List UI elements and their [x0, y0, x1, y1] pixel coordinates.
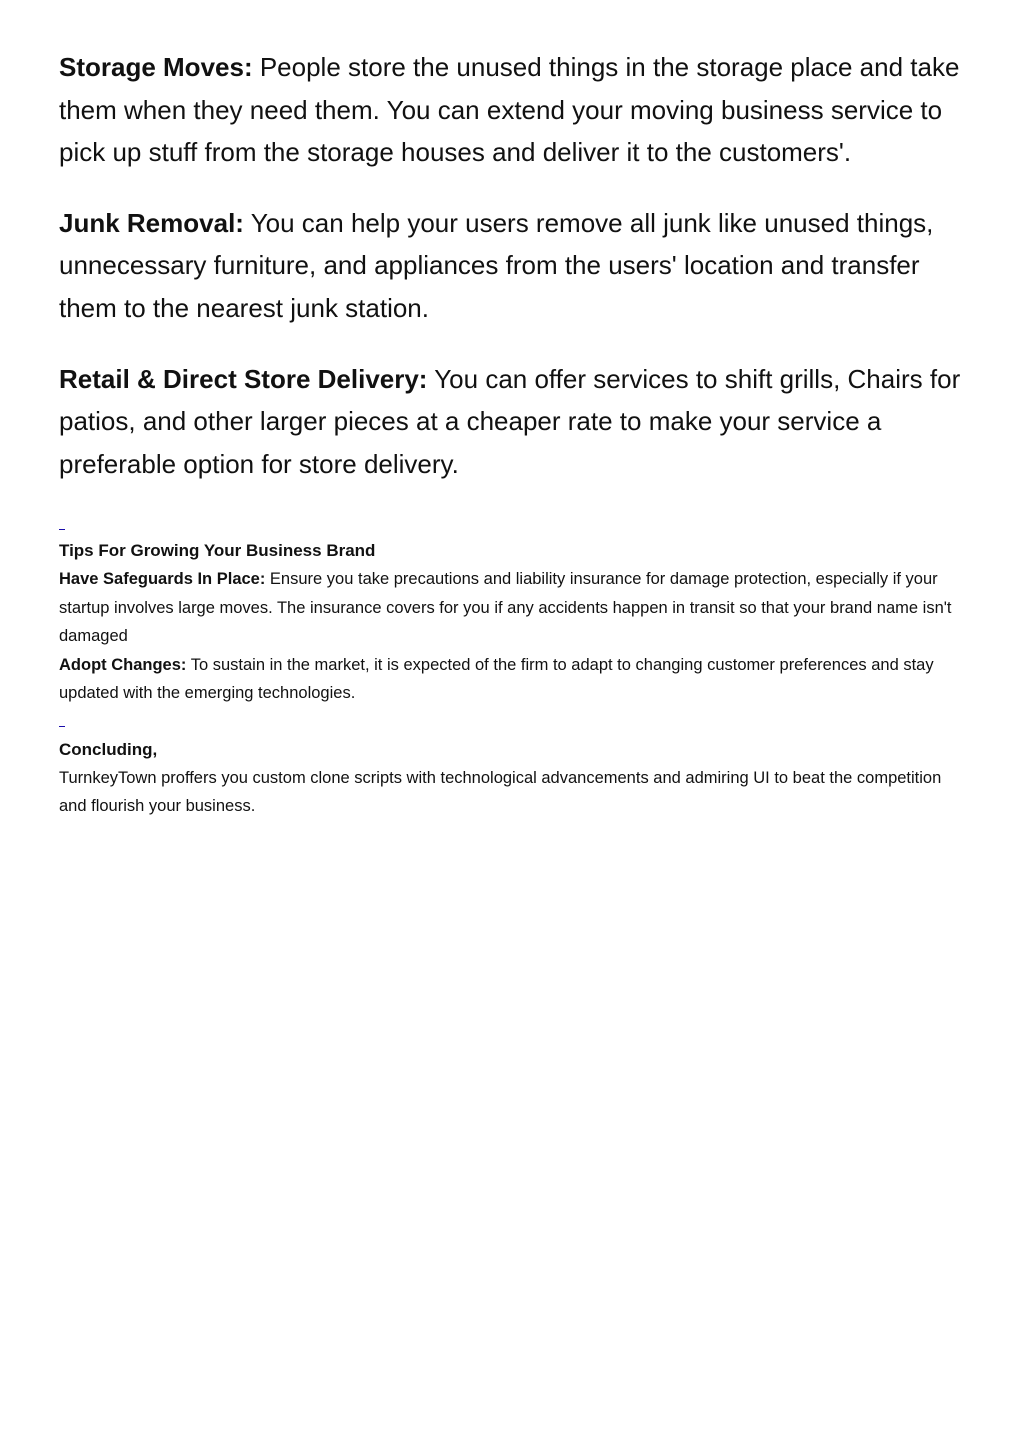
service-text: You can help your users remove all junk like unused things, unnecessary furniture, and appliances from the users' location and transfer them to the nearest junk station.: [59, 207, 934, 323]
tip-text: To sustain in the market, it is expected of the firm to adapt to changing customer preferences and stay updated with the emerging technologies.: [59, 655, 934, 703]
tip-safeguards: [59, 565, 969, 651]
tip-title: Have Safeguards In Place:: [59, 570, 266, 589]
conclusion-text: TurnkeyTown proffers you custom clone scripts with technological advancements and admiring UI to beat the competition and flourish your business.: [59, 768, 942, 816]
tips-heading: Tips For Growing Your Business Brand: [59, 541, 376, 561]
service-text: People store the unused things in the storage place and take them when they need them. You can extend your moving business service to pick up stuff from the storage houses and deliver it to the customers'.: [59, 52, 960, 168]
tip-text: Ensure you take precautions and liability insurance for damage protection, especially if your startup involves large moves. The insurance covers for you if any accidents happen in transit so that your brand name isn't damaged: [59, 570, 952, 646]
service-title: Retail & Direct Store Delivery:: [59, 363, 428, 394]
service-title: Junk Removal:: [59, 207, 244, 238]
tip-title: Adopt Changes:: [59, 655, 187, 674]
service-retail-delivery: [59, 358, 969, 486]
service-text: You can offer services to shift grills, Chairs for patios, and other larger pieces at a cheaper rate to make your service a preferable option for store delivery.: [59, 363, 961, 479]
service-storage-moves: [59, 46, 969, 174]
service-junk-removal: [59, 202, 969, 330]
conclusion-heading: Concluding,: [59, 739, 158, 759]
service-title: Storage Moves:: [59, 52, 253, 82]
tip-adopt-changes: [59, 651, 969, 708]
document-body: [59, 46, 969, 821]
